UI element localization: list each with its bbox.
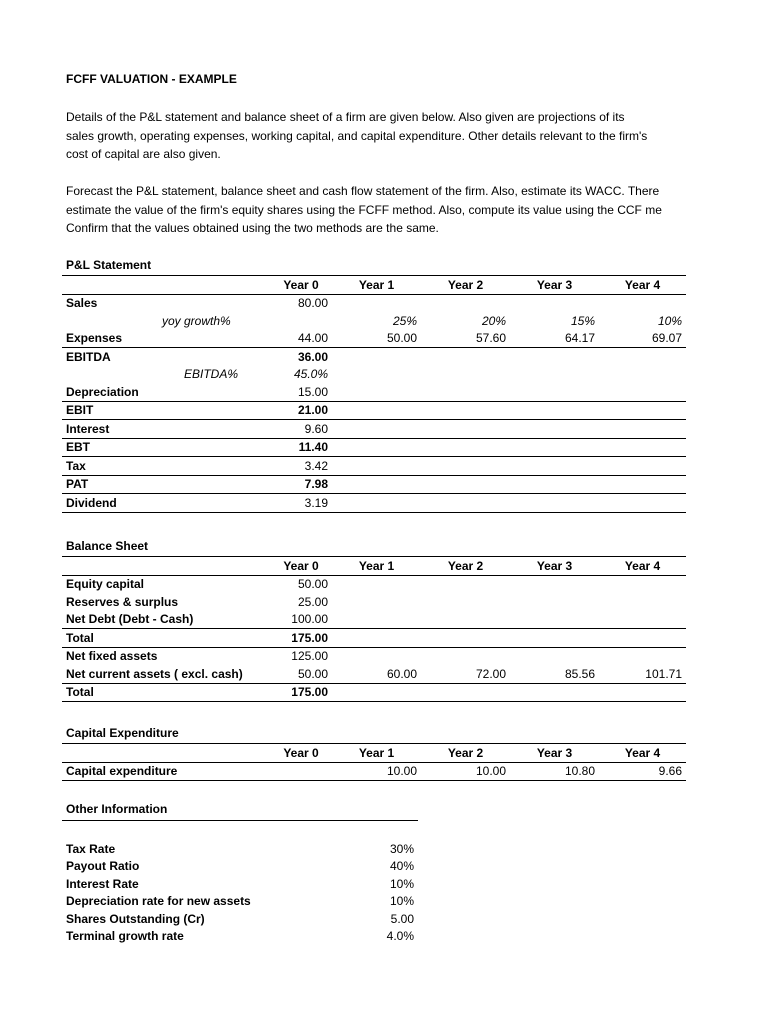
- cell: 21.00: [270, 401, 332, 420]
- intro-line: sales growth, operating expenses, working capital, and capital expenditure. Other details relevant to the firm's: [66, 128, 648, 143]
- cell: [332, 420, 421, 439]
- capex-header-row: [62, 744, 686, 763]
- cell: 50.00: [297, 577, 328, 592]
- task-paragraph: [66, 182, 662, 238]
- cell: [599, 438, 686, 457]
- cell: [599, 575, 686, 593]
- cell: 50.00: [332, 330, 421, 348]
- cell: 72.00: [421, 665, 510, 683]
- row-label: Reserves & surplus: [66, 594, 179, 609]
- cell: 25%: [392, 313, 417, 328]
- cell: [599, 629, 686, 648]
- cell: [599, 420, 686, 439]
- cell: 10%: [389, 894, 414, 909]
- cell: [421, 593, 510, 611]
- cell: [421, 683, 510, 702]
- cell: 10%: [389, 876, 414, 891]
- table-row: [62, 840, 418, 858]
- cell: 11.40: [270, 438, 332, 457]
- year-header: Year 3: [510, 276, 599, 295]
- year-header: Year 2: [421, 276, 510, 295]
- table-row: [62, 438, 686, 457]
- year-header: Year 0: [270, 744, 332, 763]
- table-row: [62, 420, 686, 439]
- table-row: [62, 593, 686, 611]
- row-label: Shares Outstanding (Cr): [66, 911, 205, 926]
- cell: [421, 629, 510, 648]
- cell: 10%: [657, 313, 682, 328]
- cell: 3.19: [270, 494, 332, 513]
- cell: [332, 647, 421, 665]
- cell: [421, 366, 510, 384]
- year-header: Year 4: [599, 276, 686, 295]
- cell: [421, 383, 510, 401]
- table-row: [62, 294, 686, 312]
- cell: [599, 294, 686, 312]
- cell: [510, 401, 599, 420]
- cell: 4.0%: [386, 929, 414, 944]
- cell: 15%: [570, 313, 595, 328]
- year-header: Year 0: [270, 557, 332, 576]
- cell: [421, 438, 510, 457]
- cell: [510, 420, 599, 439]
- cell: [510, 647, 599, 665]
- table-row: [62, 330, 686, 348]
- row-label: Tax Rate: [66, 841, 116, 856]
- row-label: Total: [62, 629, 270, 648]
- cell: [599, 401, 686, 420]
- cell: 57.60: [421, 330, 510, 348]
- cell: [510, 629, 599, 648]
- table-row: [62, 366, 686, 384]
- cell: [510, 611, 599, 629]
- intro-paragraph: [66, 108, 647, 164]
- cell: [599, 366, 686, 384]
- row-label: Expenses: [62, 330, 270, 348]
- table-row: [62, 910, 418, 928]
- cell: 175.00: [270, 683, 332, 702]
- cell: [332, 593, 421, 611]
- cell: [332, 611, 421, 629]
- cell: 69.07: [599, 330, 686, 348]
- page-title: FCFF VALUATION - EXAMPLE: [66, 72, 237, 86]
- pl-heading: P&L Statement: [66, 258, 152, 272]
- cell: 20%: [481, 313, 506, 328]
- year-header: Year 4: [599, 557, 686, 576]
- year-header: Year 4: [599, 744, 686, 763]
- cell: [510, 683, 599, 702]
- task-line: Forecast the P&L statement, balance sheet and cash flow statement of the firm. Also, estimate its WACC. There: [66, 184, 660, 198]
- row-label: EBITDA%: [184, 367, 239, 382]
- other-table: [62, 820, 418, 945]
- year-header: Year 2: [421, 557, 510, 576]
- cell: [599, 475, 686, 494]
- table-row: [62, 475, 686, 494]
- row-label: Net Debt (Debt - Cash): [62, 611, 270, 629]
- cell: [599, 593, 686, 611]
- row-label: Dividend: [62, 494, 270, 513]
- cell: 30%: [389, 841, 414, 856]
- cell: 7.98: [270, 475, 332, 494]
- cell: [510, 475, 599, 494]
- cell: 10.00: [332, 762, 421, 781]
- cell: [270, 312, 332, 330]
- cell: [510, 494, 599, 513]
- cell: 100.00: [270, 611, 332, 629]
- table-row: [62, 494, 686, 513]
- cell: [332, 629, 421, 648]
- cell: [332, 438, 421, 457]
- cell: [332, 683, 421, 702]
- table-row: [62, 665, 686, 683]
- row-label: EBIT: [62, 401, 270, 420]
- cell: [599, 611, 686, 629]
- cell: [332, 475, 421, 494]
- cell: [421, 457, 510, 476]
- table-row: [62, 875, 418, 893]
- cell: 40%: [389, 859, 414, 874]
- cell: [421, 575, 510, 593]
- cell: [599, 348, 686, 366]
- cell: [599, 383, 686, 401]
- year-header: Year 3: [510, 557, 599, 576]
- cell: 64.17: [510, 330, 599, 348]
- cell: [510, 348, 599, 366]
- cell: 85.56: [510, 665, 599, 683]
- table-row: [62, 762, 686, 781]
- cell: 44.00: [270, 330, 332, 348]
- cell: [332, 494, 421, 513]
- cell: 25.00: [297, 594, 328, 609]
- table-row: [62, 383, 686, 401]
- pl-table: [62, 275, 686, 513]
- row-label: EBITDA: [66, 349, 111, 364]
- cell: 125.00: [291, 649, 328, 664]
- intro-line: Details of the P&L statement and balance sheet of a firm are given below. Also given are projections of its: [66, 110, 625, 124]
- row-label: Depreciation: [62, 383, 270, 401]
- cell: 36.00: [297, 349, 328, 364]
- row-label: Depreciation rate for new assets: [66, 894, 251, 909]
- cell: 9.66: [599, 762, 686, 781]
- row-label: Sales: [66, 296, 98, 311]
- row-label: Payout Ratio: [66, 859, 140, 874]
- cell: [599, 647, 686, 665]
- pl-header-row: [62, 276, 686, 295]
- row-label: Net fixed assets: [66, 649, 158, 664]
- table-row: [62, 457, 686, 476]
- row-label: Net current assets ( excl. cash): [62, 665, 270, 683]
- row-label: yoy growth%: [162, 313, 231, 328]
- cell: [421, 611, 510, 629]
- row-label: Interest Rate: [66, 876, 139, 891]
- row-label: Interest: [62, 420, 270, 439]
- table-row: [62, 928, 418, 946]
- cell: [332, 457, 421, 476]
- cell: [332, 294, 421, 312]
- cell: 9.60: [270, 420, 332, 439]
- task-line: estimate the value of the firm's equity shares using the FCFF method. Also, compute its value using the CCF me: [66, 202, 662, 217]
- year-header: Year 1: [332, 557, 421, 576]
- table-row: [62, 647, 686, 665]
- cell: [332, 366, 421, 384]
- cell: [599, 683, 686, 702]
- year-header: Year 0: [270, 276, 332, 295]
- cell: [599, 494, 686, 513]
- cell: [421, 294, 510, 312]
- year-header: Year 1: [332, 744, 421, 763]
- cell: [510, 575, 599, 593]
- cell: 60.00: [332, 665, 421, 683]
- cell: 3.42: [270, 457, 332, 476]
- cell: [270, 762, 332, 781]
- cell: 80.00: [297, 296, 328, 311]
- table-row: [62, 611, 686, 629]
- table-row: [62, 858, 418, 876]
- table-row: [62, 629, 686, 648]
- cell: [421, 475, 510, 494]
- cell: 50.00: [270, 665, 332, 683]
- cell: [510, 383, 599, 401]
- task-line: Confirm that the values obtained using the two methods are the same.: [66, 221, 439, 235]
- row-label: Terminal growth rate: [66, 929, 184, 944]
- cell: [421, 647, 510, 665]
- cell: [510, 457, 599, 476]
- bs-table: [62, 556, 686, 702]
- cell: [510, 294, 599, 312]
- cell: [510, 593, 599, 611]
- cell: [332, 383, 421, 401]
- cell: [510, 438, 599, 457]
- cell: [510, 366, 599, 384]
- row-label: Capital expenditure: [62, 762, 270, 781]
- cell: [332, 575, 421, 593]
- table-row: [62, 348, 686, 366]
- cell: 15.00: [270, 383, 332, 401]
- intro-line: cost of capital are also given.: [66, 147, 221, 161]
- row-label: Tax: [62, 457, 270, 476]
- cell: [332, 348, 421, 366]
- table-row: [62, 893, 418, 911]
- cell: [332, 401, 421, 420]
- cell: [421, 494, 510, 513]
- row-label: Total: [62, 683, 270, 702]
- year-header: Year 2: [421, 744, 510, 763]
- cell: [421, 348, 510, 366]
- cell: 101.71: [599, 665, 686, 683]
- cell: 5.00: [390, 911, 414, 926]
- cell: [421, 401, 510, 420]
- capex-heading: Capital Expenditure: [66, 726, 179, 740]
- table-row: [62, 575, 686, 593]
- year-header: Year 3: [510, 744, 599, 763]
- bs-header-row: [62, 557, 686, 576]
- table-row: [62, 401, 686, 420]
- other-heading: Other Information: [66, 802, 168, 816]
- cell: [599, 457, 686, 476]
- table-row: [62, 683, 686, 702]
- cell: [421, 420, 510, 439]
- cell: 45.0%: [293, 367, 328, 382]
- bs-heading: Balance Sheet: [66, 539, 149, 553]
- row-label: PAT: [62, 475, 270, 494]
- row-label: EBT: [62, 438, 270, 457]
- cell: 10.80: [510, 762, 599, 781]
- row-label: Equity capital: [66, 577, 145, 592]
- table-row: [62, 312, 686, 330]
- year-header: Year 1: [332, 276, 421, 295]
- capex-table: [62, 743, 686, 781]
- cell: 175.00: [270, 629, 332, 648]
- cell: 10.00: [421, 762, 510, 781]
